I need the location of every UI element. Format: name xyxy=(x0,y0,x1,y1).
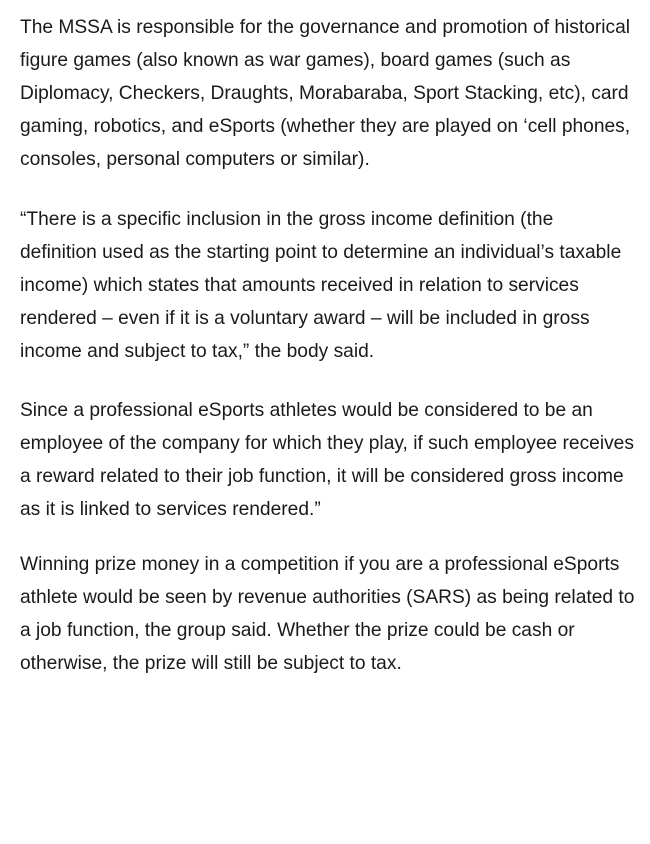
document-body xyxy=(20,11,635,680)
paragraph-gross-income-quote: “There is a specific inclusion in the gross income definition (the definition used as the starting point to determine an individual’s taxable income) which states that amounts received in relation to services rendered – even if it is a voluntary award – will be included in gross income and subject to tax,” the body said. xyxy=(20,209,622,362)
paragraph-mssa-responsibility: The MSSA is responsible for the governance and promotion of historical figure games (also known as war games), board games (such as Diplomacy, Checkers, Draughts, Morabaraba, Sport Stacking, etc), card gaming, robotics, and eSports (whether they are played on ‘cell phones, consoles, personal computers or similar). xyxy=(20,17,631,170)
paragraph-esports-employee: Since a professional eSports athletes would be considered to be an employee of the company for which they play, if such employee receives a reward related to their job function, it will be considered gross income as it is linked to services rendered.” xyxy=(20,400,634,520)
paragraph-prize-money-tax: Winning prize money in a competition if you are a professional eSports athlete would be seen by revenue authorities (SARS) as being related to a job function, the group said. Whether the prize could be cash or otherwise, the prize will still be subject to tax. xyxy=(20,554,635,674)
